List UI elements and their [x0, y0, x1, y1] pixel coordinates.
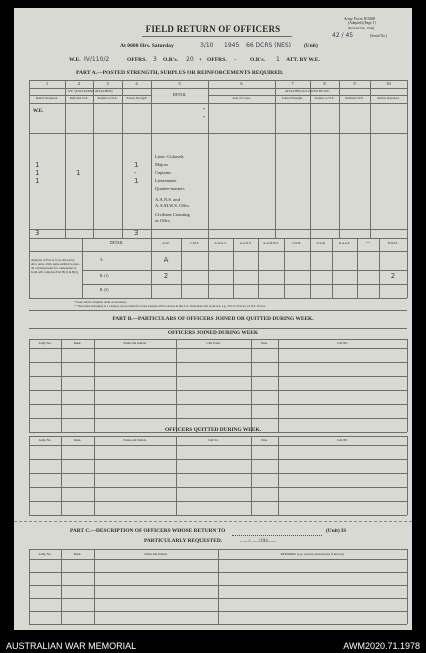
- col4-value: 1: [134, 177, 139, 185]
- quitted-col-rank: Rank.: [73, 438, 82, 442]
- col-number-6: 6: [240, 81, 243, 86]
- col7-header: Posted Strength.: [282, 96, 303, 100]
- analysis-header-nar: N.A.R.: [316, 241, 326, 245]
- col4-value: -: [134, 169, 137, 177]
- asterisk-mark: *: [203, 115, 205, 120]
- part-c-requested: PARTICULARLY REQUESTED.: [144, 538, 223, 544]
- archive-footer: [0, 638, 426, 653]
- col1-value: 1: [35, 161, 40, 169]
- rank-captains: Captains: [155, 170, 172, 175]
- col2-header: Deficient W.E.: [69, 96, 89, 100]
- col-number-3: 3: [106, 81, 109, 86]
- part-c-col-name: Name and Initials.: [144, 552, 168, 556]
- analysis-header-aamws: A.A.M.W.S.: [263, 241, 279, 245]
- we-excluding-attached-header: W.E. (EXCLUDING ATTACHED): [67, 89, 113, 93]
- col-number-7: 7: [291, 81, 294, 86]
- analysis-a-aif-value: A: [163, 256, 169, 264]
- we-offrs-label: OFFRS.: [127, 57, 147, 63]
- att-offrs-label: OFFRS.: [207, 57, 227, 63]
- joined-col-date: Date.: [261, 341, 268, 345]
- analysis-b1-total-value: 2: [390, 272, 396, 280]
- col5-header: DETAIL: [172, 93, 187, 97]
- rank-civilians: Civilians Counting: [155, 212, 190, 217]
- title-underline: [142, 36, 292, 37]
- analysis-header-aif: A.I.F.: [162, 241, 170, 245]
- rank-majors: Majors: [155, 162, 169, 167]
- analysis-row-a: A.: [100, 258, 104, 262]
- quitted-col-name: Name and Initials.: [123, 438, 147, 442]
- footer-institution: AUSTRALIAN WAR MEMORIAL: [6, 641, 137, 651]
- analysis-b1-aif-value: 2: [163, 272, 169, 280]
- serial-number-value: 42 / 45: [332, 32, 354, 39]
- part-c-title: PART C.—DESCRIPTION OF OFFICERS WHOSE RETURN TO: [70, 528, 226, 534]
- att-offrs-value: -: [234, 56, 237, 63]
- col1-value: 1: [35, 177, 40, 185]
- analysis-header-awas: A.W.A.S.: [214, 241, 227, 245]
- analysis-header-civil: CIVIL.: [292, 241, 302, 245]
- analysis-header-cmf: C.M.F.: [190, 241, 199, 245]
- rank-aans: A.A.N.S. and: [155, 197, 180, 202]
- analysis-footnote-2: * * Personnel belonging to a category not provided for in the analysis will be shown in this Col. Particulars will be shown, e.g., 20 U.S. Forces; 16 N.Z. Forces.: [74, 304, 266, 308]
- col-number-1: 1: [45, 81, 49, 86]
- col-number-5: 5: [178, 81, 181, 86]
- rank-lieutenants: Lieutenants: [155, 178, 177, 183]
- we-value: IV/110/2: [84, 56, 110, 63]
- quitted-col-unit-to: Unit To.: [208, 438, 219, 442]
- part-c-col-remarks: REMARKS (e.g., present whereabouts if known).: [280, 552, 345, 556]
- army-form-number: Army Form W3008: [344, 16, 375, 21]
- quitted-col-date: Date.: [261, 438, 268, 442]
- we-ors-value: 20: [186, 56, 194, 63]
- part-c-unit-is: (Unit) IS: [326, 528, 347, 534]
- rank-civilians-cont: as Offrs.: [155, 218, 171, 223]
- part-c-col-rank: Rank.: [73, 552, 82, 556]
- perforation-line: [14, 521, 412, 522]
- part-c-col-army-no: Army No.: [38, 552, 52, 556]
- att-by-we-label: ATT. BY W.E.: [286, 57, 320, 63]
- we-row-label: W.E.: [33, 109, 44, 114]
- col6-header: Arm of Corps.: [232, 96, 251, 100]
- analysis-note: Analysis of Part A to be shown by ALL units. Only units entitled to para. 30 of instructions for completion of form will complete Part B(1) & B(2).: [31, 258, 80, 274]
- analysis-row-b2: B. (2): [100, 288, 109, 292]
- attached-allowed-header: ATTACHED ALLOWED BY W.E.: [284, 89, 331, 93]
- analysis-header-aans: A.A.N.S.: [239, 241, 252, 245]
- form-title: FIELD RETURN OF OFFICERS: [145, 24, 281, 34]
- joined-title: OFFICERS JOINED DURING WEEK: [167, 330, 259, 336]
- we-ors-label: O.R's.: [163, 57, 178, 63]
- analysis-detail-header: DETAIL: [109, 241, 124, 245]
- col-number-10: 10: [386, 81, 391, 86]
- joined-col-unit-from: Unit From.: [206, 341, 221, 345]
- form-sheet: [14, 8, 412, 630]
- col-number-8: 8: [323, 81, 326, 86]
- col10-header: Rein'ts Required.: [377, 96, 400, 100]
- quitted-col-army-no: Army No.: [38, 438, 52, 442]
- joined-col-name: Name and Initials.: [123, 341, 147, 345]
- rank-lieut-colonels: Lieut.-Colonels: [155, 154, 184, 159]
- col2-value: 1: [76, 169, 81, 177]
- we-label: W.E.: [69, 57, 81, 63]
- total-col4-value: 3: [134, 229, 139, 237]
- joined-col-rank: Rank.: [73, 341, 82, 345]
- col4-value: 1: [134, 161, 139, 169]
- quitted-col-cause: CAUSE.: [336, 438, 349, 442]
- form-adapted: (Adapted) (Page 1): [348, 21, 376, 25]
- quitted-title: OFFICERS QUITTED DURING WEEK.: [164, 427, 262, 433]
- report-time-label: At 0600 Hrs. Saturday: [120, 43, 174, 49]
- asterisk-mark: *: [203, 107, 205, 112]
- col3-header: Surplus to W.E.: [97, 96, 118, 100]
- unit-label: (Unit): [304, 43, 318, 49]
- plus-sign: +: [199, 57, 203, 63]
- report-date: 3/10: [200, 42, 214, 49]
- part-b-title: PART B.—PARTICULARS OF OFFICERS JOINED OR QUITTED DURING WEEK.: [112, 316, 314, 322]
- joined-col-cause: CAUSE.: [336, 341, 349, 345]
- part-a-title: PART A.—POSTED STRENGTH, SURPLUS OR REINFORCEMENTS REQUIRED.: [76, 70, 284, 76]
- rank-aamws: A.A.M.W.S. Offrs.: [155, 203, 190, 208]
- serial-number-label: (Serial No.): [370, 34, 387, 38]
- col4-header: Posted Strength: [126, 96, 147, 100]
- we-offrs-value: 3: [153, 56, 157, 63]
- col8-header: Surplus to W.E.: [314, 96, 335, 100]
- footer-accession-number: AWM2020.71.1978: [343, 641, 420, 651]
- analysis-footnote-1: * Insert detail of highest ranks as necessary.: [74, 300, 127, 304]
- analysis-header-other: * *: [366, 241, 370, 245]
- col-number-2: 2: [77, 81, 81, 86]
- unit-name: 66 DCRS (NES): [246, 42, 292, 49]
- rank-quarter-masters: Quarter-masters: [155, 186, 185, 191]
- part-c-date-blank: ......./......./194.......: [240, 539, 277, 544]
- col1-value: 1: [35, 169, 40, 177]
- col9-header: Deficient W.E.: [345, 96, 364, 100]
- analysis-row-b1: B. (1): [100, 274, 109, 278]
- att-ors-label: O.R's.: [250, 57, 265, 63]
- total-col1-value: 3: [35, 229, 40, 237]
- att-ors-value: 1: [276, 56, 280, 63]
- col-number-9: 9: [353, 81, 356, 86]
- analysis-header-raaf: R.A.A.F.: [338, 241, 351, 245]
- col1-header: Rein'ts Required.: [36, 96, 58, 100]
- analysis-header-total: TOTAL.: [387, 241, 399, 245]
- col-number-4: 4: [135, 81, 138, 86]
- joined-col-army-no: Army No.: [38, 341, 52, 345]
- form-revised: (Revised Jan., 1942): [348, 25, 375, 30]
- report-year: 1945: [224, 42, 240, 49]
